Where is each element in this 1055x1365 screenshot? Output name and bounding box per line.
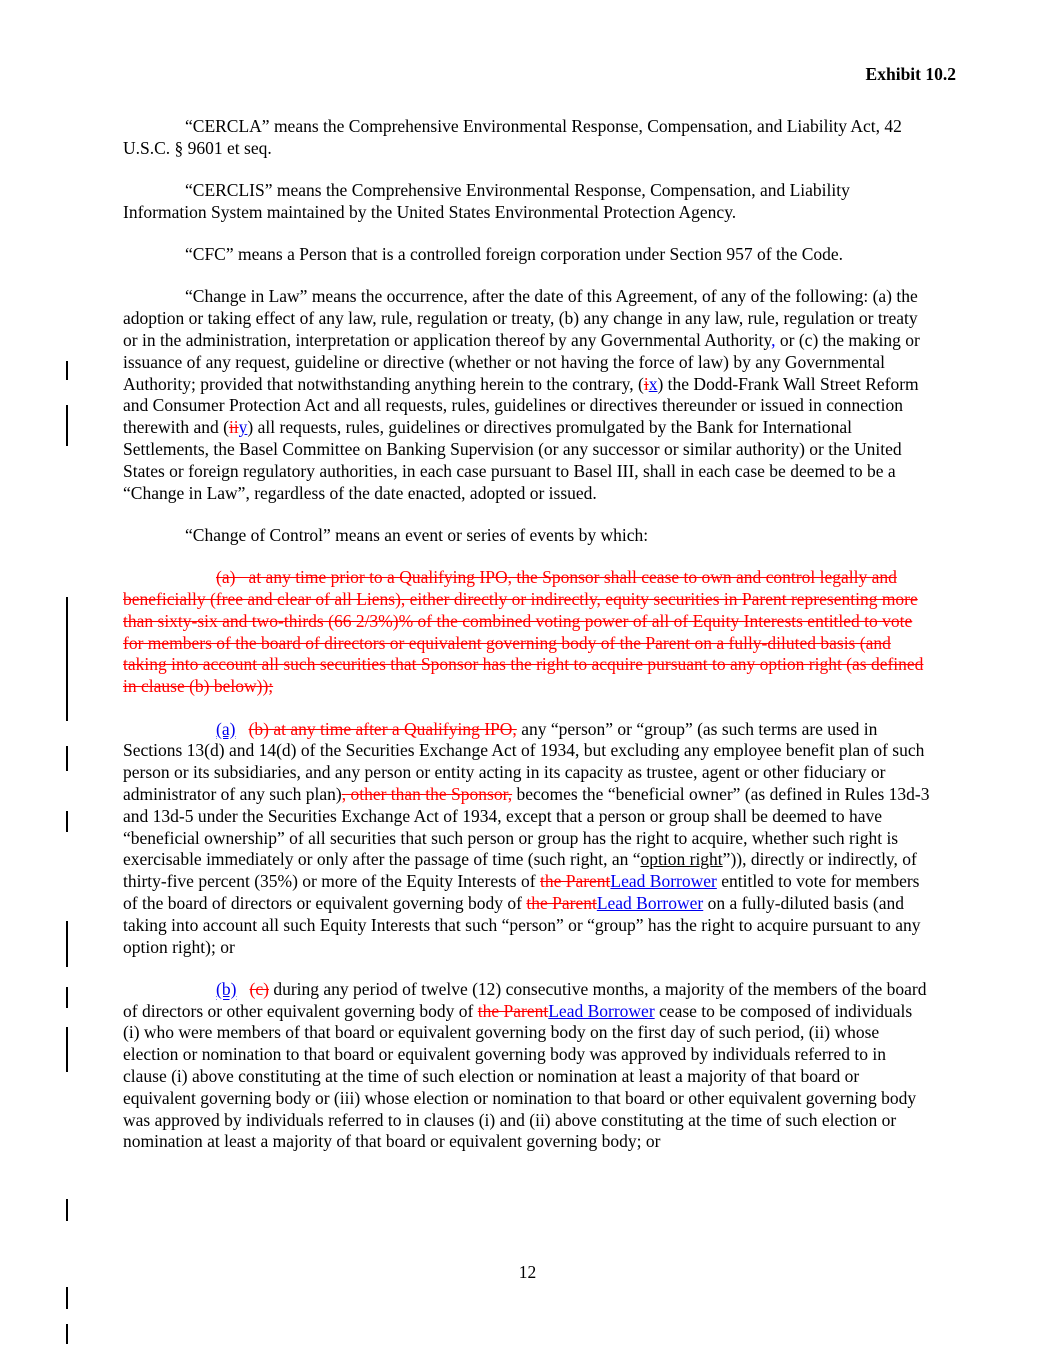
text-run-ins: x <box>648 373 658 394</box>
text-run-n: ) all requests, rules, guidelines or directives promulgated by the Bank for International Settlements, the Basel Committee on Banking Supervision (or any successor or similar authority) or the United States or foreign regulatory authorities, in each case pursuant to Basel III, shall in each case be deemed to be a “Change in Law”, regardless of the date enacted, adopted or issued. <box>123 417 902 503</box>
text-run-n: during any period of twelve (12) consecutive months, a majority of the members of the board of directors or other equivalent governing body of <box>123 978 927 1021</box>
def-cfc <box>123 244 930 266</box>
text-run-ins: Lead Borrower <box>548 1000 655 1021</box>
document-body <box>123 116 930 1174</box>
change-bar <box>66 1324 68 1344</box>
text-run-del: ii <box>228 417 239 438</box>
text-run-n: any “person” or “group” (as such terms are used in Sections 13(d) and 14(d) of the Securities Exchange Act of 1934, but excluding any employee benefit plan of such person or its subsidiaries, and any person or entity acting in its capacity as trustee, agent or other fiduciary or administrator of any such plan) <box>123 718 925 804</box>
text-run-del: , other than the Sponsor, <box>341 783 513 804</box>
text-run-del: i <box>643 373 649 394</box>
text-run-del: (a) at any time prior to a Qualifying IPO, the Sponsor shall cease to own and control legally and beneficially (free and clear of all Liens), either directly or indirectly, equity securities in Parent representing more than sixty-six and two-thirds (66 2/3%)% of the combined voting power of all of Equity Interests entitled to vote for members of the board of directors or equivalent governing body of the Parent on a fully-diluted basis (and taking into account all such securities that Sponsor has the right to acquire pursuant to any option right (as defined in clause (b) below)); <box>123 567 924 697</box>
text-run-del: the Parent <box>477 1000 549 1021</box>
clause-a-deleted <box>123 567 930 698</box>
text-run-n: cease to be composed of individuals (i) who were members of that board or equivalent governing body on the first day of such period, (ii) whose election or nomination to that board or equivalent governing body was approved by individuals referred to in clause (i) above constituting at the time of such election or nomination at least a majority of that board or equivalent governing body or (iii) whose election or nomination to that board or other equivalent governing body was approved by individuals referred to in clauses (i) and (ii) above constituting at the time of such election or nomination at least a majority of that board or equivalent governing body; or <box>123 1000 917 1152</box>
text-run-n: “Change in Law” means the occurrence, after the date of this Agreement, of any of the following: (a) the adoption or taking effect of any law, rule, regulation or treaty, (b) any change in any law, rule, regulation or treaty or in the administration, interpretation or application thereof by any Governmental Authority <box>123 286 918 351</box>
text-run-del: (b) at any time after a Qualifying IPO, <box>248 718 517 739</box>
text-run-n: “CFC” means a Person that is a controlled foreign corporation under Section 957 of the Code. <box>185 244 844 265</box>
change-bar <box>66 1199 68 1221</box>
text-run-n: becomes the “beneficial owner” (as defined in Rules 13d-3 and 13d-5 under the Securities Exchange Act of 1934, except that a person or group shall be deemed to have “beneficial ownership” of all securities that such person or group has the right to acquire, whether such right is exercisable immediately or only after the passage of time (such right, an “ <box>123 783 930 870</box>
text-run-del: the Parent <box>526 892 597 913</box>
text-run-ins: Lead Borrower <box>610 871 717 892</box>
text-run-ins2: (b) <box>216 978 237 999</box>
change-bar <box>66 746 68 771</box>
clause-b <box>123 979 930 1153</box>
text-run-ins: Lead Borrower <box>596 892 704 913</box>
text-run-n <box>236 979 249 999</box>
change-bar <box>66 987 68 1008</box>
def-cercla <box>123 116 930 160</box>
text-run-n: or (c) the making or issuance of any request, guideline or directive (whether or not having the force of law) by any Governmental Authority; provided that notwithstanding anything herein to the contrary, ( <box>123 330 920 394</box>
def-change-of-control <box>123 525 930 547</box>
text-run-n: ”)), directly or indirectly, of thirty-five percent (35%) or more of the Equity Interests of <box>123 849 922 892</box>
def-change-in-law <box>123 286 930 504</box>
text-run-ins: y <box>238 417 248 438</box>
def-cerclis <box>123 180 930 224</box>
text-run-ins: , <box>771 330 776 351</box>
text-run-del: the Parent <box>539 871 611 892</box>
text-run-n: “Change of Control” means an event or series of events by which: <box>185 524 649 545</box>
text-run-n: on a fully-diluted basis (and taking into account all such Equity Interests that such “person” or “group” has the right to acquire pursuant to any option right); or <box>123 892 921 957</box>
text-run-n: “CERCLIS” means the Comprehensive Environmental Response, Compensation, and Liability Information System maintained by the United States Environmental Protection Agency. <box>123 180 850 222</box>
text-run-ins2: (a) <box>216 718 236 739</box>
change-bar <box>66 811 68 832</box>
change-bar <box>66 921 68 967</box>
change-bar <box>66 597 68 721</box>
text-run-u: option right <box>640 849 723 870</box>
page-number: 12 <box>518 1262 537 1282</box>
text-run-n: ) the Dodd-Frank Wall Street Reform and Consumer Protection Act and all requests, rules, guidelines or directives thereunder or issued in connection therewith and ( <box>123 373 919 438</box>
change-bar <box>66 361 68 380</box>
change-bar <box>66 1287 68 1309</box>
change-bar <box>66 1027 68 1072</box>
text-run-n <box>235 719 248 739</box>
text-run-n: “CERCLA” means the Comprehensive Environmental Response, Compensation, and Liability Act, 42 U.S.C. § 9601 et seq. <box>123 116 902 158</box>
clause-a <box>123 719 930 959</box>
text-run-n: entitled to vote for members of the board of directors or equivalent governing body of <box>123 871 920 913</box>
change-bar <box>66 405 68 446</box>
text-run-del: (c) <box>249 978 269 999</box>
exhibit-label: Exhibit 10.2 <box>865 64 956 84</box>
